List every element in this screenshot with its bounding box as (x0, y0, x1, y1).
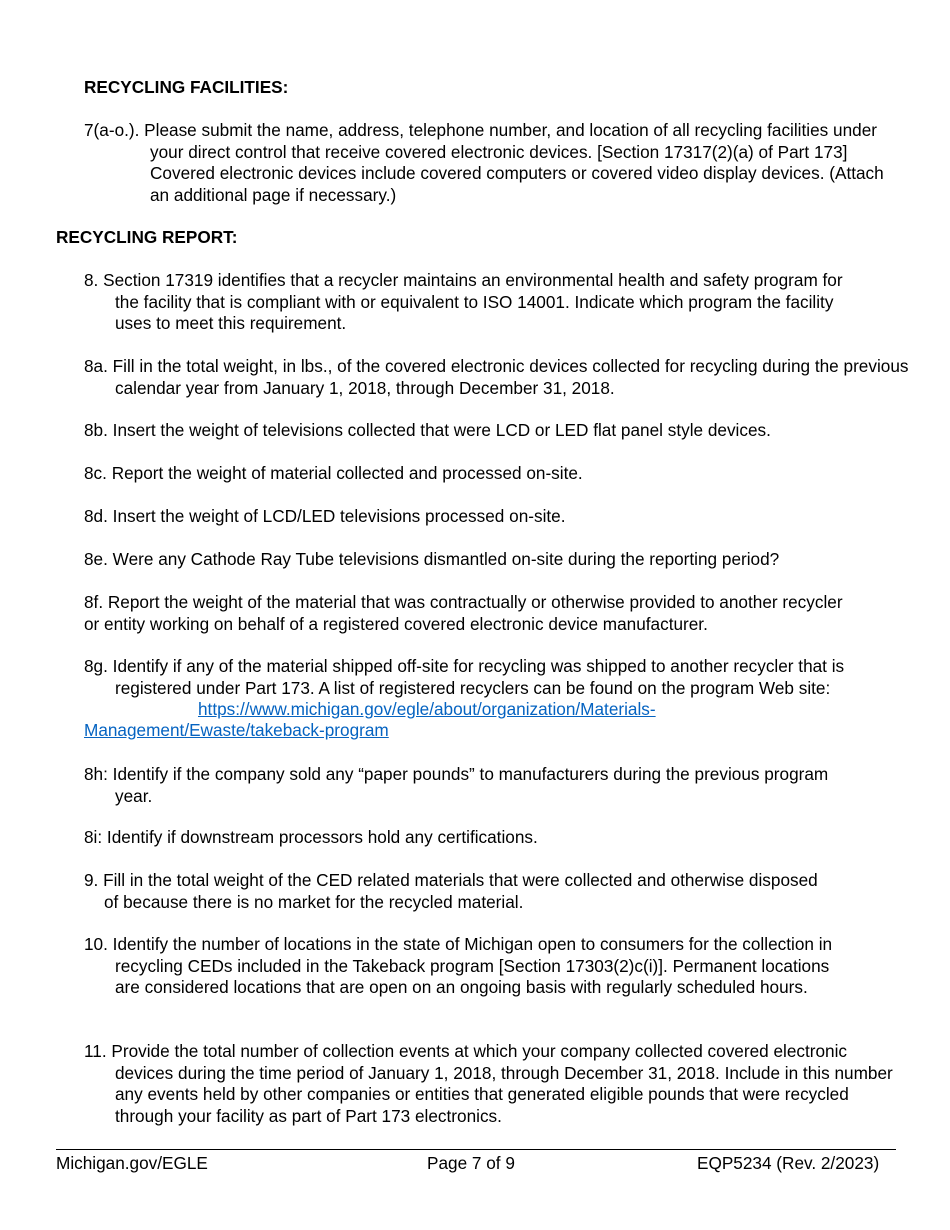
question-8b: 8b. Insert the weight of televisions collected that were LCD or LED flat panel style devices. (84, 420, 771, 440)
question-8e: 8e. Were any Cathode Ray Tube televisions dismantled on-site during the reporting period? (84, 549, 780, 569)
footer-website: Michigan.gov/EGLE (56, 1153, 208, 1173)
question-8c: 8c. Report the weight of material collected and processed on-site. (84, 463, 583, 483)
question-11: 11. Provide the total number of collection events at which your company collected covered electronic devices during the time period of January 1, 2018, through December 31, 2018. Include in this number any events held by other companies or entities that generated eligible pounds that were recycled through your facility as part of Part 173 electronics. (84, 1041, 893, 1126)
section-heading-recycling-facilities: RECYCLING FACILITIES: (84, 77, 289, 97)
program-website-link-line-2[interactable]: Management/Ewaste/takeback-program (84, 720, 389, 740)
footer-page-number: Page 7 of 9 (427, 1153, 515, 1173)
question-7: 7(a-o.). Please submit the name, address, telephone number, and location of all recycling facilities under your direct control that receive covered electronic devices. [Section 17317(2)(a) of Part 173] Covered electronic devices include covered computers or covered video display devices. (Attach an additional page if necessary.) (84, 120, 884, 205)
program-website-link-line-1[interactable]: https://www.michigan.gov/egle/about/organization/Materials- (198, 699, 656, 719)
question-8h: 8h: Identify if the company sold any “paper pounds” to manufacturers during the previous program year. (84, 764, 829, 806)
section-heading-recycling-report: RECYCLING REPORT: (56, 227, 238, 247)
question-8d: 8d. Insert the weight of LCD/LED televisions processed on-site. (84, 506, 566, 526)
footer-divider (56, 1149, 896, 1150)
question-9: 9. Fill in the total weight of the CED related materials that were collected and otherwise disposed of because there is no market for the recycled material. (84, 870, 818, 912)
question-8g (84, 656, 874, 699)
question-10: 10. Identify the number of locations in the state of Michigan open to consumers for the collection in recycling CEDs included in the Takeback program [Section 17303(2)c(i)]. Permanent locations are considered locations that are open on an ongoing basis with regularly scheduled hours. (84, 934, 833, 997)
question-8i: 8i: Identify if downstream processors hold any certifications. (84, 827, 538, 847)
question-8f: 8f. Report the weight of the material that was contractually or otherwise provided to another recycler or entity working on behalf of a registered covered electronic device manufacturer. (84, 592, 843, 634)
question-8: 8. Section 17319 identifies that a recycler maintains an environmental health and safety program for the facility that is compliant with or equivalent to ISO 14001. Indicate which program the facility uses to meet this requirement. (84, 270, 843, 333)
question-8g-text: 8g. Identify if any of the material shipped off-site for recycling was shipped to another recycler that is registered under Part 173. A list of registered recyclers can be found on the program Web site: (84, 656, 845, 698)
question-8a: 8a. Fill in the total weight, in lbs., of the covered electronic devices collected for recycling during the previous calendar year from January 1, 2018, through December 31, 2018. (84, 356, 909, 398)
footer-form-number: EQP5234 (Rev. 2/2023) (697, 1153, 880, 1173)
